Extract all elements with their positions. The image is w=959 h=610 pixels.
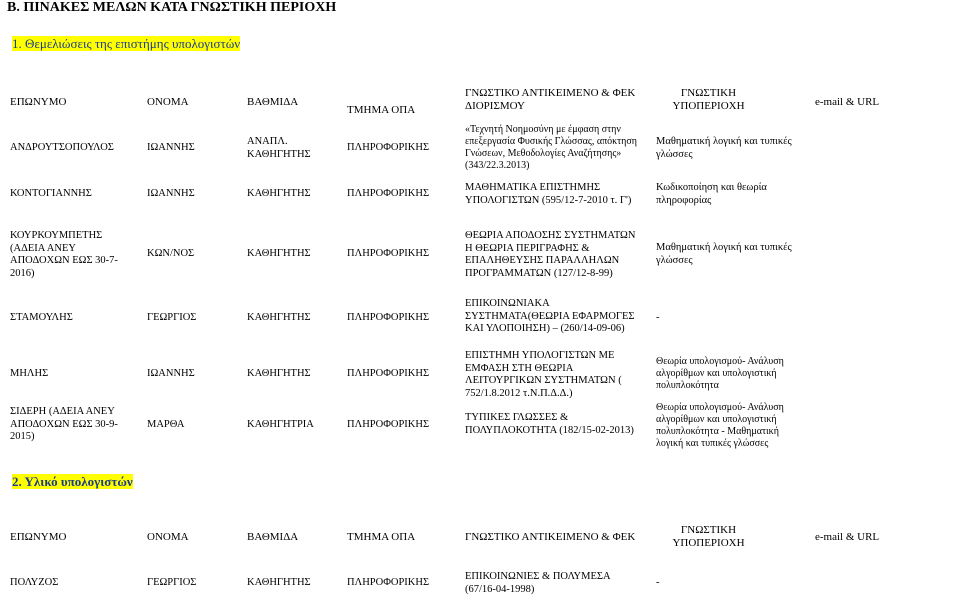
header-dept: ΤΜΗΜΑ ΟΠΑ (347, 104, 416, 116)
row2-surname: ΚΟΝΤΟΓΙΑΝΝΗΣ (10, 188, 92, 199)
header2-name: ΟΝΟΜΑ (147, 531, 189, 543)
row3-area: Μαθηματική λογική και τυπικές γλώσσες (656, 242, 792, 266)
header-email: e-mail & URL (815, 96, 880, 108)
row3-dept: ΠΛΗΡΟΦΟΡΙΚΗΣ (347, 248, 430, 259)
section-heading-2: 2. Υλικό υπολογιστών (12, 474, 133, 489)
row6-subject: ΤΥΠΙΚΕΣ ΓΛΩΣΣΕΣ & ΠΟΛΥΠΛΟΚΟΤΗΤΑ (182/15-02-2013) (465, 412, 634, 436)
row5-area: Θεωρία υπολογισμού- Ανάλυση αλγορίθμων και υπολογιστική πολυπλοκότητα (656, 356, 784, 391)
row2-1-area: - (656, 577, 660, 588)
row3-rank: ΚΑΘΗΓΗΤΗΣ (247, 248, 311, 259)
header2-email: e-mail & URL (815, 531, 880, 543)
row1-area: Μαθηματική λογική και τυπικές γλώσσες (656, 136, 792, 160)
row5-surname: ΜΗΛΗΣ (10, 368, 49, 379)
header-area: ΓΝΩΣΤΙΚΗ ΥΠΟΠΕΡΙΟΧΗ (672, 87, 745, 112)
header-name: ΟΝΟΜΑ (147, 96, 189, 108)
row6-surname: ΣΙΔΕΡΗ (ΑΔΕΙΑ ΑΝΕΥ ΑΠΟΔΟΧΩΝ ΕΩΣ 30-9-2015) (10, 406, 118, 442)
header2-surname: ΕΠΩΝΥΜΟ (10, 531, 67, 543)
row4-surname: ΣΤΑΜΟΥΛΗΣ (10, 312, 73, 323)
row3-subject: ΘΕΩΡΙΑ ΑΠΟΔΟΣΗΣ ΣΥΣΤΗΜΑΤΩΝ Η ΘΕΩΡΙΑ ΠΕΡΙΓΡΑΦΗΣ & ΕΠΑΛΗΘΕΥΣΗΣ ΠΑΡΑΛΛΗΛΩΝ ΠΡΟΓΡΑΜΜΑΤΩΝ (127/12-8-99) (465, 230, 636, 279)
row2-subject: ΜΑΘΗΜΑΤΙΚΑ ΕΠΙΣΤΗΜΗΣ ΥΠΟΛΟΓΙΣΤΩΝ (595/12-7-2010 τ. Γ') (465, 182, 632, 206)
row6-dept: ΠΛΗΡΟΦΟΡΙΚΗΣ (347, 419, 430, 430)
row1-surname: ΑΝΔΡΟΥΤΣΟΠΟΥΛΟΣ (10, 142, 114, 153)
row4-rank: ΚΑΘΗΓΗΤΗΣ (247, 312, 311, 323)
header-rank: ΒΑΘΜΙΔΑ (247, 96, 299, 108)
row1-rank: ΑΝΑΠΛ. ΚΑΘΗΓΗΤΗΣ (247, 136, 311, 160)
row1-name: ΙΩΑΝΝΗΣ (147, 142, 195, 153)
row2-dept: ΠΛΗΡΟΦΟΡΙΚΗΣ (347, 188, 430, 199)
row2-area: Κωδικοποίηση και θεωρία πληροφορίας (656, 182, 767, 206)
page-title: Β. ΠΙΝΑΚΕΣ ΜΕΛΩΝ ΚΑΤΑ ΓΝΩΣΤΙΚΗ ΠΕΡΙΟΧΗ (7, 0, 337, 15)
row2-1-surname: ΠΟΛΥΖΟΣ (10, 577, 59, 588)
row4-name: ΓΕΩΡΓΙΟΣ (147, 312, 197, 323)
row2-name: ΙΩΑΝΝΗΣ (147, 188, 195, 199)
row4-area: - (656, 312, 660, 323)
header-subject: ΓΝΩΣΤΙΚΟ ΑΝΤΙΚΕΙΜΕΝΟ & ΦΕΚ ΔΙΟΡΙΣΜΟΥ (465, 87, 636, 112)
row2-rank: ΚΑΘΗΓΗΤΗΣ (247, 188, 311, 199)
row2-1-name: ΓΕΩΡΓΙΟΣ (147, 577, 197, 588)
header-surname: ΕΠΩΝΥΜΟ (10, 96, 67, 108)
row2-1-dept: ΠΛΗΡΟΦΟΡΙΚΗΣ (347, 577, 430, 588)
row1-subject: «Τεχνητή Νοημοσύνη με έμφαση στην επεξεργασία Φυσικής Γλώσσας, απόκτηση Γνώσεων, Μεθοδολογίες Αναζήτησης» (343/22.3.2013) (465, 124, 638, 171)
header2-rank: ΒΑΘΜΙΔΑ (247, 531, 299, 543)
row4-subject: ΕΠΙΚΟΙΝΩΝΙΑΚΑ ΣΥΣΤΗΜΑΤΑ(ΘΕΩΡΙΑ ΕΦΑΡΜΟΓΕΣ ΚΑΙ ΥΛΟΠΟΙΗΣΗ) – (260/14-09-06) (465, 298, 635, 334)
row1-dept: ΠΛΗΡΟΦΟΡΙΚΗΣ (347, 142, 430, 153)
row2-1-subject: ΕΠΙΚΟΙΝΩΝΙΕΣ & ΠΟΛΥΜΕΣΑ (67/16-04-1998) (465, 571, 610, 595)
row4-dept: ΠΛΗΡΟΦΟΡΙΚΗΣ (347, 312, 430, 323)
row5-name: ΙΩΑΝΝΗΣ (147, 368, 195, 379)
header2-subject: ΓΝΩΣΤΙΚΟ ΑΝΤΙΚΕΙΜΕΝΟ & ΦΕΚ (465, 531, 636, 543)
row6-name: ΜΑΡΘΑ (147, 419, 185, 430)
row5-rank: ΚΑΘΗΓΗΤΗΣ (247, 368, 311, 379)
row5-subject: ΕΠΙΣΤΗΜΗ ΥΠΟΛΟΓΙΣΤΩΝ ΜΕ ΕΜΦΑΣΗ ΣΤΗ ΘΕΩΡΙΑ ΛΕΙΤΟΥΡΓΙΚΩΝ ΣΥΣΤΗΜΑΤΩΝ ( 752/1.8.2012 τ.Ν.Π.Δ.Δ.) (465, 350, 622, 399)
row3-surname: ΚΟΥΡΚΟΥΜΠΕΤΗΣ (ΑΔΕΙΑ ΑΝΕΥ ΑΠΟΔΟΧΩΝ ΕΩΣ 30-7-2016) (10, 230, 118, 279)
row5-dept: ΠΛΗΡΟΦΟΡΙΚΗΣ (347, 368, 430, 379)
header2-area: ΓΝΩΣΤΙΚΗ ΥΠΟΠΕΡΙΟΧΗ (672, 524, 745, 549)
row2-1-rank: ΚΑΘΗΓΗΤΗΣ (247, 577, 311, 588)
row6-area: Θεωρία υπολογισμού- Ανάλυση αλγορίθμων και υπολογιστική πολυπλοκότητα - Μαθηματική λογική και τυπικές γλώσσες (656, 402, 784, 449)
header2-dept: ΤΜΗΜΑ ΟΠΑ (347, 531, 416, 543)
row3-name: ΚΩΝ/ΝΟΣ (147, 248, 195, 259)
row6-rank: ΚΑΘΗΓΗΤΡΙΑ (247, 419, 314, 430)
section-heading-1: 1. Θεμελιώσεις της επιστήμης υπολογιστών (12, 36, 241, 51)
